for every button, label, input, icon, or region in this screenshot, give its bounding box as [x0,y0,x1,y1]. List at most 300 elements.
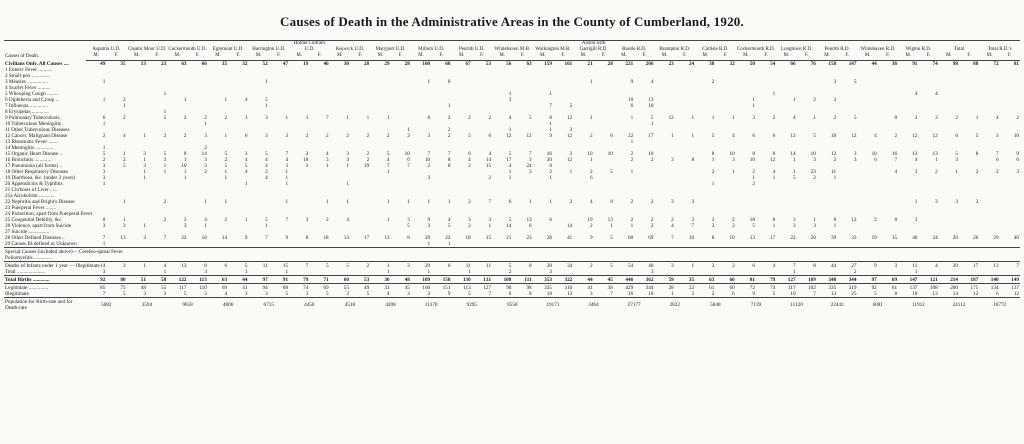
area-header: Workington M.B. [533,41,574,54]
table-cell: 2 [630,156,634,163]
table-cell: 102 [797,283,817,291]
sex-header: M. [614,53,634,60]
table-cell: 24 [932,234,938,241]
table-cell: 1 [163,90,167,97]
table-cell: 1 [792,268,796,275]
table-cell: 3 [529,168,532,175]
table-cell [594,247,614,255]
table-cell [228,247,248,255]
table-cell: 8 [894,114,898,121]
table-cell: 2 [163,198,167,205]
table-cell: 187 [959,275,979,283]
sex-header: M. [248,53,268,60]
sex-header: F. [715,53,735,60]
table-cell: 111 [512,275,532,283]
table-cell: 94 [248,283,268,291]
table-cell: 2 [711,290,715,297]
table-cell: 27 [837,261,857,269]
table-cell: 60 [445,60,451,67]
sex-header: M. [857,53,877,60]
cause-label: 20 Appendicitis & Typhlitis [5,180,63,187]
table-cell: 12 [668,114,674,121]
table-cell: 8 [975,150,979,157]
sex-header: F. [431,53,451,60]
table-cell: 20 [952,234,958,241]
sex-header: M. [654,53,674,60]
table-cell: 8 [427,114,431,121]
table-cell: 3 [654,261,674,269]
sex-header: M. [208,53,228,60]
table-cell: 3 [955,198,958,205]
area-header: Penrith U.D. [451,41,492,54]
table-cell: 2 [671,216,674,223]
table-cell: 3 [569,126,573,133]
cause-label: 25 Congenital Debility, &c. [5,216,63,223]
table-cell: 1 [569,168,573,175]
table-cell: 5 [508,216,512,223]
table-cell: 1 [285,114,289,121]
table-cell: 61 [695,283,715,291]
table-cell: 8 [188,261,208,269]
table-cell: 5 [330,261,350,269]
table-cell: 113 [188,275,208,283]
table-cell: 4 [244,96,248,103]
table-cell: 63 [695,275,715,283]
table-cell: 11 [248,261,268,269]
table-cell: 1 [183,156,187,163]
table-cell: 10 [830,132,837,139]
table-cell [776,247,796,255]
table-cell: 11 [451,261,471,269]
table-cell: 60 [330,275,350,283]
table-cell: 5 [468,290,471,297]
table-cell: 3 [326,156,329,163]
table-cell: 40 [1013,234,1019,241]
table-cell: 17 [364,234,370,241]
table-cell: 3 [407,216,410,223]
cause-label: 8 Erysipelas ............. [5,108,49,115]
table-cell: 1 [102,120,106,127]
table-cell: 3 [346,150,349,157]
table-cell: 362 [634,275,654,283]
table-cell: 2 [589,222,593,229]
table-cell: 1 [305,114,309,121]
table-cell: 48 [127,283,147,291]
table-cell: 7 [265,234,268,241]
cause-label: 12 Cancer, Malignant Disease [5,132,68,139]
table-cell: 6 [549,216,552,223]
sex-header: M. [127,53,147,60]
table-cell: 13 [648,96,654,103]
table-cell: 69 [648,234,654,241]
population-cell: 10772 [979,297,1020,311]
table-cell: 7 [102,234,106,241]
table-cell: 66 [790,60,796,67]
table-cell: 4 [326,150,329,157]
table-cell: 10 [729,150,735,157]
table-cell: 1 [204,198,207,205]
table-cell: 3 [508,96,512,103]
table-cell: 97 [248,275,268,283]
area-header: Maryport U.D. [370,41,411,54]
table-cell: 38 [533,261,553,269]
table-cell: 2 [447,126,451,133]
table-cell: 4 [756,261,776,269]
table-cell: 7 [285,216,289,223]
table-cell: 58 [147,275,167,283]
table-cell: 63 [526,60,532,67]
table-cell: 1 [407,198,410,205]
table-cell [817,247,837,255]
table-cell: 1 [752,174,755,181]
table-cell [979,247,999,255]
table-row [4,283,1020,291]
table-cell: 3 [975,198,979,205]
table-cell: 66 [715,275,735,283]
table-cell: 3 [711,216,715,223]
table-cell [147,247,167,255]
table-cell: 2 [732,216,735,223]
table-cell: 55 [147,283,167,291]
table-cell: 12 [973,290,979,297]
table-cell: 24 [688,60,695,67]
table-cell: 3 [792,222,796,229]
table-cell: 10 [912,290,918,297]
table-cell: 2 [833,156,837,163]
table-cell: 92 [86,275,106,283]
table-cell: 13 [912,150,918,157]
table-cell: 1 [346,180,349,187]
cause-label: 27 Suicide ................ [5,228,50,235]
table-cell: 1 [813,216,816,223]
table-cell: 76 [810,60,816,67]
cause-label: Deaths of Infants under 1 year — Illegitimate [5,262,100,269]
table-cell: 1 [772,90,776,97]
table-cell: 7 [163,234,167,241]
table-cell: 2 [183,132,187,139]
table-cell: 18 [201,234,207,241]
table-cell: 9 [447,290,451,297]
table-cell: 9 [752,290,755,297]
table-cell: 1 [386,168,390,175]
sex-header: M. [817,53,837,60]
table-cell: 5 [163,150,167,157]
table-cell: 4 [147,261,167,269]
table-cell: 91 [269,275,289,283]
table-cell: 2 [573,261,593,269]
table-cell: 1 [752,96,755,103]
table-cell: 8 [407,234,410,241]
table-cell: 3 [529,156,532,163]
table-cell: 18 [323,234,329,241]
cause-label: 29 Causes Ill-defined or Unknown [5,240,77,247]
table-cell: 2 [447,132,451,139]
table-cell: 2 [163,132,167,139]
table-cell [289,247,309,255]
sex-header: F. [269,53,289,60]
sex-header: M. [167,53,187,60]
table-cell: 5 [874,290,877,297]
table-cell: 16 [546,150,552,157]
table-cell: 1 [813,114,816,121]
table-cell: 1 [102,240,106,247]
table-cell: 79 [756,275,776,283]
table-cell: 3 [305,290,309,297]
table-cell: 2 [123,96,126,103]
table-cell: 28 [607,60,613,67]
table-cell: 8 [752,150,755,157]
table-cell: 1 [508,90,512,97]
table-cell: 127 [472,283,492,291]
table-cell: 3 [935,198,938,205]
table-cell: 2 [955,114,958,121]
sex-header: M. [573,53,593,60]
table-cell: 10 [404,150,410,157]
table-cell [553,247,573,255]
table-cell: 1 [244,180,248,187]
table-cell: 1 [589,156,593,163]
sex-header: M. [776,53,796,60]
cause-label: 11 Other Tuberculous Diseases [5,126,70,133]
table-cell: 67 [465,60,471,67]
table-cell: 3 [102,222,106,229]
table-cell: 3 [792,216,796,223]
table-cell: 2 [183,114,187,121]
table-cell: 5 [224,150,228,157]
table-cell: 15 [891,234,898,241]
table-cell: 3 [285,132,289,139]
table-cell: 14 [201,150,207,157]
table-cell: 4 [204,216,207,223]
table-cell [492,247,512,255]
table-cell: 1 [285,180,289,187]
table-cell: 2 [732,222,735,229]
table-cell: 45 [594,275,614,283]
table-cell: 8 [797,261,817,269]
table-cell [167,247,187,255]
table-cell: 1 [732,114,735,121]
table-cell: 7 [894,156,898,163]
cause-label: Total ...................... [5,268,46,275]
table-cell: 12 [567,156,573,163]
table-cell: 45 [391,283,411,291]
table-cell: 4 [732,132,735,139]
table-cell: 130 [451,275,471,283]
cause-label: 19 Diarrhoea, &c. (under 2 years) [5,174,76,181]
table-cell: 69 [878,275,898,283]
table-cell: 5 [244,162,248,169]
table-cell: 9 [630,78,634,85]
table-cell: 28 [546,234,552,241]
table-cell: 1 [370,261,390,269]
table-cell: 14 [485,156,492,163]
sex-header: F. [350,53,370,60]
sex-header: F. [918,53,938,60]
table-cell: 100 [422,60,431,67]
cause-label: 16 Bronchitis ............. [5,156,52,163]
cause-label: Illegitimate [5,290,29,297]
table-cell: 3 [204,290,207,297]
table-cell: 41 [567,234,573,241]
sex-header: F. [512,53,532,60]
table-cell: 29 [384,60,390,67]
area-header: Total R.D.'s [979,41,1020,54]
table-cell: 2 [407,132,410,139]
table-cell: 2 [630,216,634,223]
table-cell: 1 [447,102,451,109]
table-cell [431,247,451,255]
table-cell: 1 [143,174,146,181]
table-cell [736,247,756,255]
table-cell: 1 [163,108,167,115]
cause-label: 24 Parturition, apart from Puerperal Fever [5,210,93,217]
table-cell: 1 [488,222,492,229]
table-cell: 5 [265,216,268,223]
table-cell: 3 [650,268,654,275]
table-cell: 4 [589,198,593,205]
table-cell: 8 [772,150,776,157]
table-cell: 2 [711,78,715,85]
table-cell: 2 [102,132,106,139]
table-cell: 69 [208,283,228,291]
table-cell: 2 [326,216,329,223]
table-row [4,275,1020,283]
table-cell: 19 [303,60,309,67]
table-cell: 6 [732,290,735,297]
table-cell: 10 [749,156,755,163]
cause-label: 1 Enteric Fever ........... [5,66,53,73]
table-cell: 2 [589,132,593,139]
sex-header: F. [1000,53,1020,60]
table-cell [715,247,735,255]
table-cell: 1 [630,138,634,145]
table-cell: 1 [183,174,187,181]
sex-header: F. [959,53,979,60]
cause-label: Legitimate ............... [4,283,86,291]
table-cell: 134 [979,283,999,291]
table-cell: 3 [183,216,187,223]
table-cell: 3 [285,162,289,169]
table-cell: 1 [386,216,390,223]
table-cell: 4 [671,222,674,229]
table-cell: 1 [386,114,390,121]
table-cell: 38 [709,60,715,67]
table-cell: 109 [411,275,431,283]
table-cell: 53 [350,275,370,283]
sex-header: F. [472,53,492,60]
table-cell: 44 [573,275,593,283]
table-cell: 3 [914,216,918,223]
table-cell: 2 [715,261,735,269]
table-cell: 3 [244,150,248,157]
table-cell: 108 [918,283,938,291]
table-cell: 79 [289,275,309,283]
table-cell: 1 [630,222,634,229]
cause-label: 21 Cirrhosis of Liver ...... [5,186,58,193]
table-cell: 7 [671,234,674,241]
table-cell: 2 [102,156,106,163]
table-cell: 7 [407,162,410,169]
table-cell: 3 [123,222,126,229]
table-cell: 1 [143,132,146,139]
table-cell [411,247,431,255]
sex-header: M. [86,53,106,60]
table-cell: 2 [813,96,816,103]
table-cell: 3 [265,114,268,121]
cause-label: Special Causes (included above)— Cerebro-spinal Fever [5,248,123,255]
table-cell: 319 [837,283,857,291]
area-header: Aspatria U.D. [86,41,127,54]
table-cell: 1 [549,90,552,97]
table-cell: 17 [770,234,776,241]
table-cell: 8 [894,290,898,297]
table-cell: 6 [1016,156,1019,163]
table-cell: 46 [323,60,329,67]
table-cell [695,247,715,255]
table-cell: 310 [553,283,573,291]
table-row [4,247,1020,255]
table-cell: 1 [549,198,552,205]
table-cell: 1 [102,144,106,151]
table-cell: 2 [772,114,776,121]
table-cell: 98 [512,283,532,291]
table-cell: 12 [830,150,837,157]
table-cell: 4 [244,156,248,163]
table-cell: 3 [853,156,857,163]
table-cell: 50 [749,60,755,67]
table-cell: 3 [833,96,837,103]
table-cell: 21 [587,60,593,67]
table-cell: 3 [204,162,207,169]
table-cell: 12 [851,216,857,223]
table-cell: 3 [691,198,695,205]
table-cell: 2 [630,198,634,205]
table-cell: 3 [691,216,695,223]
sex-header: F. [594,53,614,60]
table-cell: 61 [878,283,898,291]
table-cell: 20 [546,156,552,163]
table-cell: 5 [508,150,512,157]
table-cell: 4 [792,114,796,121]
table-cell: 1 [204,222,207,229]
table-cell: 4 [874,132,877,139]
table-cell: 160 [411,283,431,291]
table-cell: 18 [648,290,654,297]
table-cell: 74 [756,283,776,291]
table-cell: 54 [770,60,776,67]
table-cell: 322 [553,275,573,283]
table-cell: 1 [955,168,958,175]
table-cell: 5 [955,150,958,157]
table-cell: 117 [167,283,187,291]
table-cell [188,247,208,255]
table-cell: 1 [346,162,349,169]
table-cell: 7 [447,150,451,157]
table-cell: 5 [309,261,329,269]
table-cell: 6 [995,156,999,163]
table-cell: 1 [732,168,735,175]
table-cell: 55 [330,283,350,291]
table-cell: 19 [587,216,593,223]
table-cell: 59 [654,275,674,283]
cause-label: 13 Rheumatic Fever ........ [5,138,59,145]
table-cell: 8 [833,216,837,223]
population-cell: 7139 [736,297,777,311]
table-cell: 10 [181,162,187,169]
table-cell: 8 [772,216,776,223]
table-cell: 7 [610,290,613,297]
table-cell: 10 [871,150,877,157]
